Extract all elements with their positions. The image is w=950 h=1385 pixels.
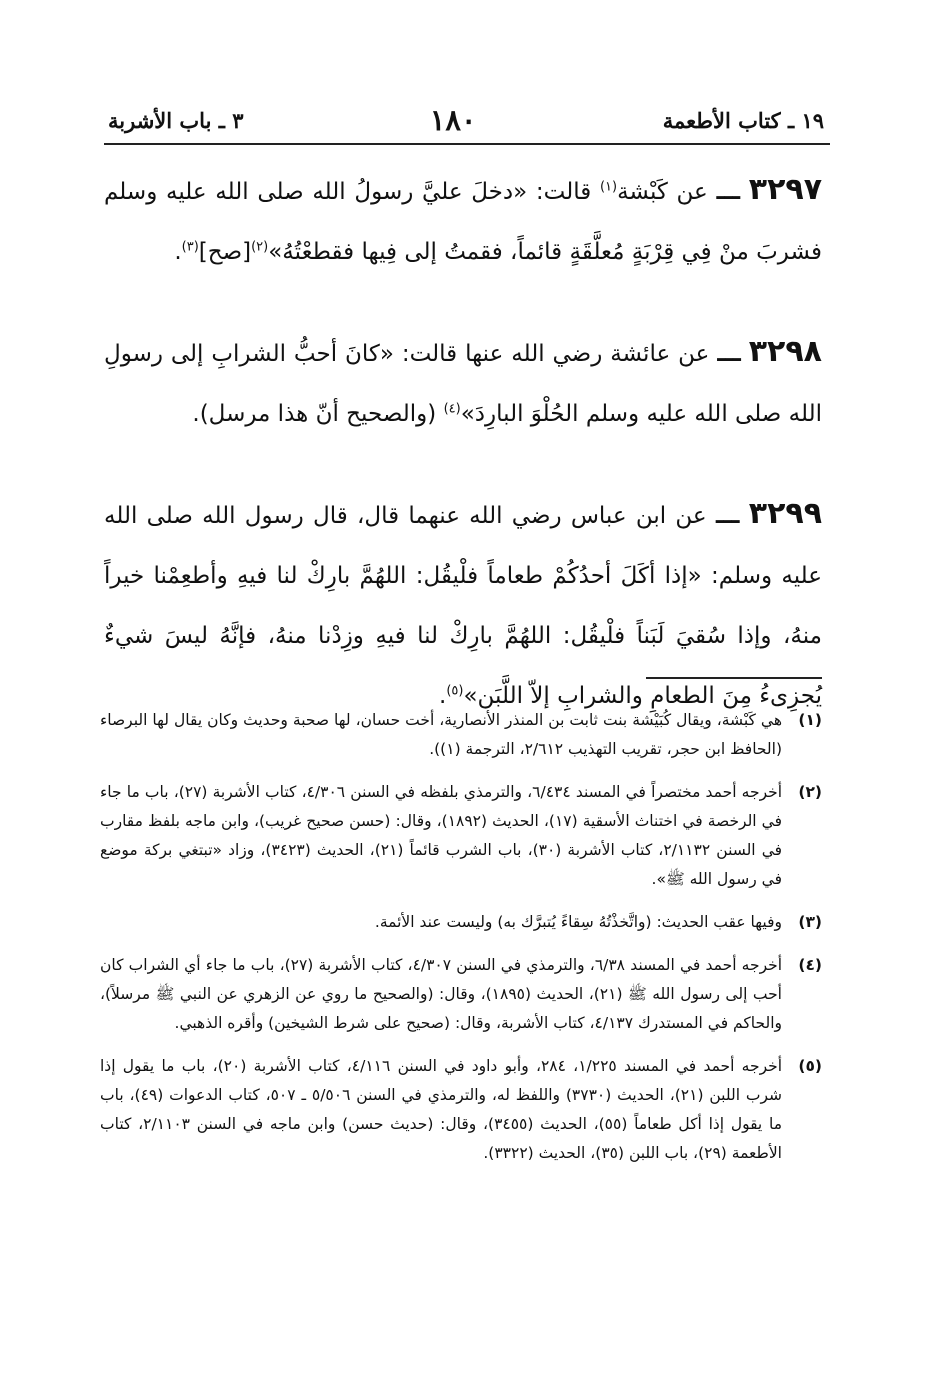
footnote-label: (٣) <box>798 913 822 931</box>
footnote-text: وفيها عقب الحديث: (واتَّخذْتُهُ سِقاءً يُتبرَّك به) وليست عند الأئمة. <box>374 913 782 931</box>
footnote-ref[interactable]: (٢) <box>251 239 269 255</box>
page-header <box>108 100 824 140</box>
hadith-grade: [صح] <box>198 239 252 265</box>
footnote-label: (٥) <box>798 1057 822 1075</box>
hadith-text: عن كَبْشة <box>617 179 708 205</box>
footnote-ref[interactable]: (٣) <box>181 239 199 255</box>
header-divider <box>104 143 830 145</box>
footnote-1 <box>100 706 822 764</box>
hadith-3299 <box>104 484 822 726</box>
footnote-ref[interactable]: (١) <box>599 179 618 195</box>
footnote-4 <box>100 951 822 1038</box>
hadith-dash: ـــ <box>715 503 740 529</box>
hadith-text: عن ابن عباس رضي الله عنهما قال، قال رسول الله صلى الله عليه وسلم: «إذا أكَلَ أحدُكُمْ طعاماً فلْيقُل: اللهُمَّ بارِكْ لنا فيهِ وأطعِمْنا خيراً منهُ، وإذا سُقيَ لَبَناً فلْيقُل: اللهُمَّ بارِكْ لنا فيهِ وزِدْنا منهُ، فإنَّهُ ليسَ شيءٌ يُجزِىءُ مِنَ الطعامِ والشرابِ إلاّ اللَّبَن» <box>104 503 822 709</box>
footnote-2 <box>100 778 822 894</box>
footnote-text: هي كَبْشة، ويقال كُبَيْشة بنت ثابت بن المنذر الأنصارية، أخت حسان، لها صحبة وحديث وكان يقال لها البرصاء (الحافظ ابن حجر، تقريب التهذيب ٢/٦١٢، الترجمة (١)). <box>100 711 782 758</box>
footnote-text: أخرجه أحمد مختصراً في المسند ٦/٤٣٤، والترمذي بلفظه في السنن ٤/٣٠٦، كتاب الأشربة (٢٧)، باب ما جاء في الرخصة في اختناث الأسقية (١٧)، الحديث (١٨٩٢)، وقال: (حسن صحيح غريب)، وابن ماجه بلفظ مقارب في السنن ٢/١١٣٢، كتاب الأشربة (٣٠)، باب الشرب قائماً (٢١)، الحديث (٣٤٢٣)، وزاد «تبتغي بركة موضع في رسول الله ﷺ». <box>100 783 783 888</box>
hadith-number: ٣٢٩٩ <box>748 496 823 531</box>
main-text <box>104 160 822 766</box>
hadith-text: . <box>439 683 447 709</box>
footnote-label: (٢) <box>798 783 822 801</box>
footnote-text: أخرجه أحمد في المسند ١/٢٢٥، ٢٨٤، وأبو داود في السنن ٤/١١٦، كتاب الأشربة (٢٠)، باب ما يقول إذا شرب اللبن (٢١)، الحديث (٣٧٣٠) واللفظ له، والترمذي في السنن ٥/٥٠٦ ـ ٥٠٧، كتاب الدعوات (٤٩)، باب ما يقول إذا أكل طعاماً (٥٥)، الحديث (٣٤٥٥)، وقال: (حديث حسن) وابن ماجه في السنن ٢/١١٠٣، كتاب الأطعمة (٢٩)، باب اللبن (٣٥)، الحديث (٣٣٢٢). <box>100 1057 783 1162</box>
hadith-number: ٣٢٩٨ <box>748 334 822 369</box>
footnote-text: أخرجه أحمد في المسند ٦/٣٨، والترمذي في السنن ٤/٣٠٧، كتاب الأشربة (٢٧)، باب ما جاء أي الشراب كان أحب إلى رسول الله ﷺ (٢١)، الحديث (١٨٩٥)، وقال: (والصحيح ما روي عن الزهري عن النبي ﷺ مرسلاً)، والحاكم في المستدرك ٤/١٣٧، كتاب الأشربة، وقال: (صحيح على شرط الشيخين) وأقره الذهبي. <box>100 956 783 1032</box>
header-chapter-title: ٣ ـ باب الأشربة <box>108 107 244 133</box>
footnote-label: (٤) <box>798 956 822 974</box>
footnotes <box>100 706 822 1182</box>
hadith-text: عن عائشة رضي الله عنها قالت: «كانَ أحبُّ الشرابِ إلى رسولِ الله صلى الله عليه وسلم الحُلْوَ البارِدَ» <box>104 341 822 427</box>
header-book-title: ١٩ ـ كتاب الأطعمة <box>662 107 824 133</box>
footnote-divider <box>646 677 822 679</box>
footnote-3 <box>100 908 822 937</box>
hadith-dash: ـــ <box>717 341 741 367</box>
hadith-number: ٣٢٩٧ <box>748 172 823 207</box>
page-number: ١٨٠ <box>429 103 477 137</box>
hadith-text: . <box>174 239 182 265</box>
hadith-3298 <box>104 322 822 444</box>
footnote-5 <box>100 1052 822 1168</box>
hadith-text: (والصحيح أنّ هذا مرسل). <box>192 401 444 427</box>
hadith-3297 <box>104 160 822 282</box>
footnote-ref[interactable]: (٤) <box>443 401 461 417</box>
hadith-dash: ـــ <box>716 179 741 205</box>
footnote-label: (١) <box>798 711 822 729</box>
hadith-text: قالت: «دخلَ عليَّ رسولُ الله صلى الله عليه وسلم فشربَ منْ فِي قِرْبَةٍ مُعلَّقَةٍ قائماً، فقمتُ إلى فِيها فقطعْتُهُ» <box>104 179 822 265</box>
footnote-ref[interactable]: (٥) <box>446 683 464 699</box>
